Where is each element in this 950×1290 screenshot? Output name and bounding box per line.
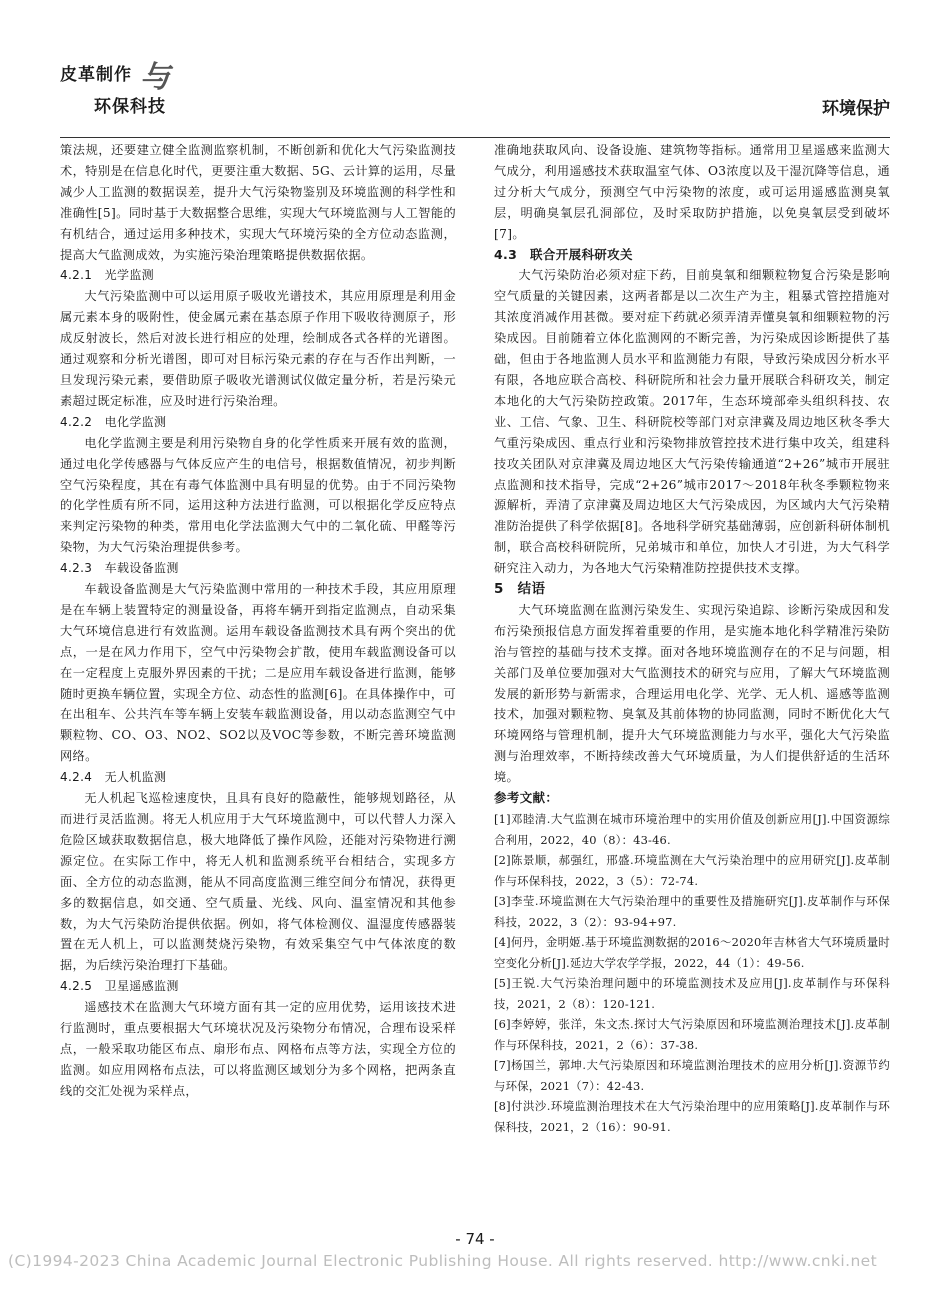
references-list bbox=[494, 809, 890, 1137]
paragraph: 大气污染监测中可以运用原子吸收光谱技术，其应用原理是利用金属元素本身的吸附性，使金属元素在基态原子作用下吸收待测原子，形成反射波长，然后对波长进行相应的处理，绘制成各式各样的光谱图。通过观察和分析光谱图，即可对目标污染元素的存在与否作出判断，一旦发现污染元素，要借助原子吸收光谱测试仪做定量分析，若是污染元素超过既定标准，应及时进行污染治理。 bbox=[60, 289, 456, 408]
section-heading: 4.2.5 卫星遥感监测 bbox=[60, 979, 179, 994]
copyright-watermark: (C)1994-2023 China Academic Journal Electronic Publishing House. All rights reserved. http://www.cnki.net bbox=[8, 1252, 878, 1270]
reference-item: [7]杨国兰，郭坤.大气污染原因和环境监测治理技术的应用分析[J].资源节约与环保，2021（7）：42-43. bbox=[494, 1058, 890, 1093]
section-heading: 4.2.1 光学监测 bbox=[60, 268, 155, 283]
paragraph: 遥感技术在监测大气环境方面有其一定的应用优势，运用该技术进行监测时，重点要根据大气环境状况及污染物分布情况，合理布设采样点，一般采取功能区布点、扇形布点、网格布点等方法，实现全方位的监测。如应用网格布点法，可以将监测区域划分为多个网格，把两条直线的交汇处视为采样点， bbox=[60, 1000, 456, 1098]
reference-item: [4]何丹，金明姬.基于环境监测数据的2016～2020年吉林省大气环境质量时空变化分析[J].延边大学农学学报，2022，44（1）：49-56. bbox=[494, 935, 890, 970]
section-heading: 4.3 联合开展科研攻关 bbox=[494, 246, 633, 262]
section-label: 环境保护 bbox=[822, 99, 890, 119]
page-number: - 74 - bbox=[455, 1230, 495, 1248]
section-heading: 4.2.2 电化学监测 bbox=[60, 414, 167, 429]
right-column bbox=[494, 140, 890, 1137]
section-heading: 4.2.3 车载设备监测 bbox=[60, 561, 179, 576]
reference-item: [1]邓睦清.大气监测在城市环境治理中的实用价值及创新应用[J].中国资源综合利用，2022，40（8）：43-46. bbox=[494, 812, 890, 847]
paragraph: 电化学监测主要是利用污染物自身的化学性质来开展有效的监测，通过电化学传感器与气体反应产生的电信号，根据数值情况，初步判断空气污染程度，其在有毒气体监测中具有明显的优势。由于不同污染物的化学性质有所不同，运用这种方法进行监测，可以根据化学反应特点来判定污染物的种类，常用电化学法监测大气中的二氧化硫、甲醛等污染物，为大气污染治理提供参考。 bbox=[60, 435, 456, 555]
paragraph: 无人机起飞巡检速度快，且具有良好的隐蔽性，能够规划路径，从而进行灵活监测。将无人机应用于大气环境监测中，可以代替人力深入危险区域获取数据信息，极大地降低了操作风险，还能对污染物进行溯源定位。在实际工作中，将无人机和监测系统平台相结合，实现多方面、全方位的动态监测，能从不同高度监测三维空间分布情况，获得更多的数据信息，如交通、空气质量、光线、风向、温室情况和其他参数，为大气污染防治提供依据。例如，将气体检测仪、温湿度传感器装置在无人机上，可以监测焚烧污染物，有效采集空气中气体浓度的数据，为后续污染治理打下基础。 bbox=[60, 791, 456, 973]
reference-item: [6]李婷婷，张洋，朱文杰.探讨大气污染原因和环境监测治理技术[J].皮革制作与环保科技，2021，2（6）：37-38. bbox=[494, 1017, 890, 1052]
journal-logo-mark: 与 bbox=[140, 60, 170, 95]
reference-item: [5]王锐.大气污染治理问题中的环境监测技术及应用[J].皮革制作与环保科技，2021，2（8）：120-121. bbox=[494, 976, 890, 1011]
section-heading: 4.2.4 无人机监测 bbox=[60, 770, 167, 785]
reference-item: [8]付洪沙.环境监测治理技术在大气污染治理中的应用策略[J].皮革制作与环保科技，2021，2（16）：90-91. bbox=[494, 1099, 890, 1134]
reference-item: [2]陈景顺，郝强红，邢盛.环境监测在大气污染治理中的应用研究[J].皮革制作与环保科技，2022，3（5）：72-74. bbox=[494, 853, 890, 888]
paragraph: 大气环境监测在监测污染发生、实现污染追踪、诊断污染成因和发布污染预报信息方面发挥着重要的作用，是实施本地化科学精准污染防治与管控的基础与技术支撑。面对各地环境监测存在的不足与问题，相关部门及单位要加强对大气监测技术的研究与应用，了解大气环境监测发展的新形势与新需求，合理运用电化学、光学、无人机、遥感等监测技术，加强对颗粒物、臭氧及其前体物的协同监测，同时不断优化大气环境网络与管理机制，提升大气环境监测能力与水平，强化大气污染监测与治理效率，不断持续改善大气环境质量，为人们提供舒适的生活环境。 bbox=[494, 602, 890, 785]
paragraph: 车载设备监测是大气污染监测中常用的一种技术手段，其应用原理是在车辆上装置特定的测量设备，再将车辆开到指定监测点，自动采集大气环境信息进行有效监测。运用车载设备监测技术具有两个突出的优点，一是在风力作用下，空气中污染物会扩散，使用车载监测设备可以在一定程度上克服外界因素的干扰；二是应用车载设备进行监测，能够随时更换车辆位置，实现全方位、动态性的监测[6]。在具体操作中，可在出租车、公共汽车等车辆上安装车载监测设备，用以动态监测空气中颗粒物、CO、O3、NO2、SO2以及VOC等参数，不断完善环境监测网络。 bbox=[60, 582, 456, 764]
masthead bbox=[60, 58, 890, 138]
references-heading: 参考文献： bbox=[494, 790, 559, 806]
paragraph: 策法规，还要建立健全监测监察机制，不断创新和优化大气污染监测技术，特别是在信息化时代，更要注重大数据、5G、云计算的运用，尽量减少人工监测的数据误差，提升大气污染物鉴别及环境监测的科学性和准确性[5]。同时基于大数据整合思维，实现大气环境监测与人工智能的有机结合，通过运用多种技术，实现大气环境污染的全方位动态监测，提高大气监测成效，为实施污染治理策略提供数据依据。 bbox=[60, 143, 456, 262]
paragraph: 大气污染防治必须对症下药，目前臭氧和细颗粒物复合污染是影响空气质量的关键因素，这两者都是以二次生产为主，粗暴式管控措施对其浓度消减作用甚微。要对症下药就必须弄清弄懂臭氧和细颗粒物的污染成因。目前随着立体化监测网的不断完善，为污染成因诊断提供了基础，但由于各地监测人员水平和监测能力有限，导致污染成因分析水平有限，各地应联合高校、科研院所和社会力量开展联合科研攻关，制定本地化的大气污染防控政策。2017年，生态环境部牵头组织科技、农业、工信、气象、卫生、科研院校等部门对京津冀及周边地区秋冬季大气重污染成因、重点行业和污染物排放管控技术进行集中攻关，组建科技攻关团队对京津冀及周边地区大气污染传输通道“2+26”城市开展驻点监测和技术指导，完成“2+26”城市2017～2018年秋冬季颗粒物来源解析，弄清了京津冀及周边地区大气污染成因，为区域内大气污染精准防治提供了科学依据[8]。各地科学研究基础薄弱，应创新科研体制机制，联合高校科研院所，兄弟城市和单位，加快人才引进，为大气科学研究注入动力，为各地大气污染精准防控提供技术支撑。 bbox=[494, 268, 890, 576]
section-heading: 5 结语 bbox=[494, 581, 546, 598]
journal-name-line1: 皮革制作 bbox=[60, 65, 132, 85]
right-column-body bbox=[494, 140, 890, 788]
reference-item: [3]李莹.环境监测在大气污染治理中的重要性及措施研究[J].皮革制作与环保科技，2022，3（2）：93-94+97. bbox=[494, 894, 890, 929]
header-rule bbox=[60, 137, 890, 138]
left-column bbox=[60, 140, 456, 1102]
paragraph: 准确地获取风向、设备设施、建筑物等指标。通常用卫星遥感来监测大气成分，利用遥感技术获取温室气体、O3浓度以及干湿沉降等信息，通过分析大气成分，预测空气中污染物的浓度，或可运用遥感监测臭氧层，明确臭氧层孔洞部位，及时采取防护措施，以免臭氧层受到破坏[7]。 bbox=[494, 143, 890, 241]
journal-name-line2: 环保科技 bbox=[94, 97, 166, 117]
